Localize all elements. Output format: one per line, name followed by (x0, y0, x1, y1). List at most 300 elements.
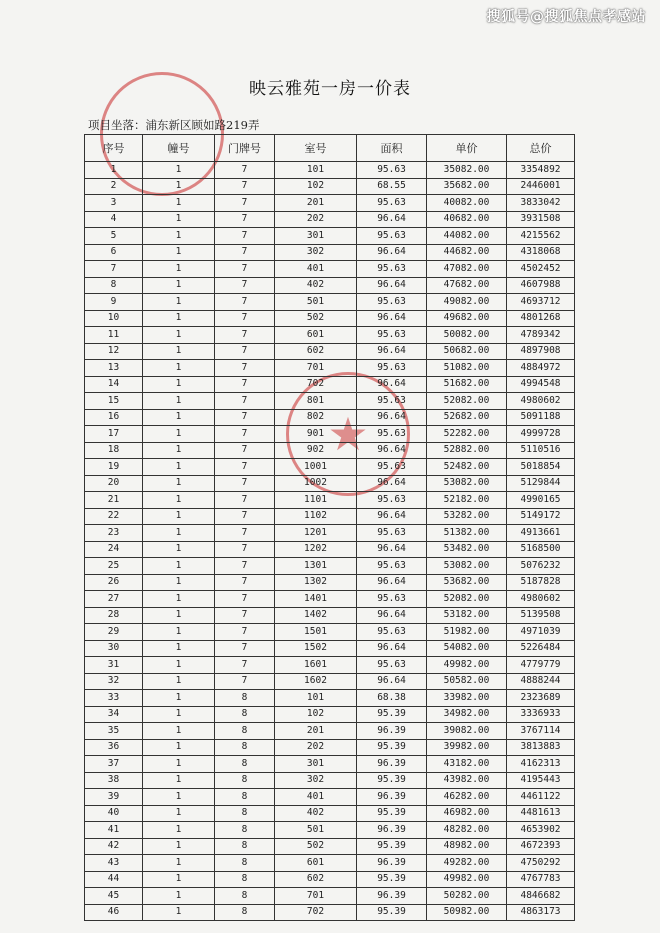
cell-room: 802 (275, 409, 357, 426)
cell-unit-price: 50682.00 (427, 343, 507, 360)
cell-building: 1 (143, 261, 215, 278)
cell-area: 95.39 (357, 805, 427, 822)
cell-area: 96.64 (357, 277, 427, 294)
cell-index: 31 (85, 657, 143, 674)
cell-area: 96.64 (357, 409, 427, 426)
cell-unit-price: 47082.00 (427, 261, 507, 278)
cell-room: 1002 (275, 475, 357, 492)
cell-building: 1 (143, 277, 215, 294)
cell-index: 30 (85, 640, 143, 657)
cell-door-number: 7 (215, 228, 275, 245)
table-row (85, 393, 575, 410)
table-row (85, 657, 575, 674)
cell-area: 68.38 (357, 690, 427, 707)
cell-area: 96.39 (357, 855, 427, 872)
cell-area: 96.64 (357, 541, 427, 558)
header-room: 室号 (275, 135, 357, 162)
cell-room: 202 (275, 739, 357, 756)
table-row (85, 261, 575, 278)
cell-room: 602 (275, 871, 357, 888)
cell-total-price: 5226484 (507, 640, 575, 657)
cell-total-price: 4461122 (507, 789, 575, 806)
cell-index: 15 (85, 393, 143, 410)
cell-door-number: 8 (215, 756, 275, 773)
cell-total-price: 4971039 (507, 624, 575, 641)
cell-total-price: 4318068 (507, 244, 575, 261)
cell-area: 96.64 (357, 376, 427, 393)
cell-room: 902 (275, 442, 357, 459)
cell-area: 96.64 (357, 211, 427, 228)
cell-room: 202 (275, 211, 357, 228)
cell-index: 10 (85, 310, 143, 327)
cell-unit-price: 44682.00 (427, 244, 507, 261)
table-row (85, 211, 575, 228)
cell-total-price: 4897908 (507, 343, 575, 360)
table-row (85, 442, 575, 459)
cell-index: 11 (85, 327, 143, 344)
cell-unit-price: 52482.00 (427, 459, 507, 476)
cell-unit-price: 35082.00 (427, 162, 507, 179)
cell-area: 95.39 (357, 772, 427, 789)
cell-building: 1 (143, 805, 215, 822)
cell-area: 95.63 (357, 591, 427, 608)
cell-total-price: 3354892 (507, 162, 575, 179)
cell-door-number: 8 (215, 690, 275, 707)
cell-total-price: 4888244 (507, 673, 575, 690)
cell-unit-price: 48282.00 (427, 822, 507, 839)
cell-building: 1 (143, 657, 215, 674)
cell-area: 95.39 (357, 706, 427, 723)
cell-total-price: 5091188 (507, 409, 575, 426)
cell-door-number: 7 (215, 624, 275, 641)
cell-room: 501 (275, 294, 357, 311)
cell-index: 24 (85, 541, 143, 558)
cell-door-number: 8 (215, 789, 275, 806)
cell-index: 3 (85, 195, 143, 212)
cell-total-price: 4502452 (507, 261, 575, 278)
table-row (85, 525, 575, 542)
cell-area: 95.63 (357, 459, 427, 476)
cell-building: 1 (143, 492, 215, 509)
cell-room: 201 (275, 723, 357, 740)
cell-room: 102 (275, 706, 357, 723)
cell-total-price: 4980602 (507, 393, 575, 410)
cell-building: 1 (143, 294, 215, 311)
cell-total-price: 4693712 (507, 294, 575, 311)
table-body (85, 162, 575, 921)
document-title: 映云雅苑一房一价表 (249, 79, 411, 99)
cell-room: 502 (275, 310, 357, 327)
cell-area: 95.63 (357, 393, 427, 410)
cell-unit-price: 46982.00 (427, 805, 507, 822)
table-row (85, 822, 575, 839)
cell-area: 96.64 (357, 508, 427, 525)
cell-area: 96.64 (357, 640, 427, 657)
cell-room: 601 (275, 855, 357, 872)
cell-area: 96.64 (357, 244, 427, 261)
table-row (85, 789, 575, 806)
cell-building: 1 (143, 558, 215, 575)
cell-room: 302 (275, 244, 357, 261)
cell-area: 95.63 (357, 327, 427, 344)
cell-room: 201 (275, 195, 357, 212)
cell-door-number: 7 (215, 607, 275, 624)
cell-index: 13 (85, 360, 143, 377)
table-row (85, 558, 575, 575)
table-row (85, 723, 575, 740)
cell-area: 96.64 (357, 673, 427, 690)
cell-unit-price: 52082.00 (427, 591, 507, 608)
cell-unit-price: 53682.00 (427, 574, 507, 591)
cell-room: 301 (275, 228, 357, 245)
cell-total-price: 4195443 (507, 772, 575, 789)
cell-room: 1202 (275, 541, 357, 558)
cell-index: 21 (85, 492, 143, 509)
cell-index: 5 (85, 228, 143, 245)
table-row (85, 459, 575, 476)
cell-index: 29 (85, 624, 143, 641)
seal-star-icon: ★ (327, 407, 369, 461)
cell-building: 1 (143, 475, 215, 492)
cell-total-price: 4162313 (507, 756, 575, 773)
cell-unit-price: 49282.00 (427, 855, 507, 872)
cell-total-price: 4215562 (507, 228, 575, 245)
cell-door-number: 7 (215, 294, 275, 311)
cell-total-price: 3336933 (507, 706, 575, 723)
cell-total-price: 2323689 (507, 690, 575, 707)
cell-index: 16 (85, 409, 143, 426)
table-row (85, 772, 575, 789)
cell-index: 40 (85, 805, 143, 822)
cell-room: 502 (275, 838, 357, 855)
cell-index: 44 (85, 871, 143, 888)
cell-room: 302 (275, 772, 357, 789)
table-row (85, 475, 575, 492)
cell-unit-price: 49082.00 (427, 294, 507, 311)
cell-unit-price: 50082.00 (427, 327, 507, 344)
cell-door-number: 7 (215, 508, 275, 525)
cell-building: 1 (143, 673, 215, 690)
cell-index: 37 (85, 756, 143, 773)
cell-building: 1 (143, 739, 215, 756)
cell-door-number: 7 (215, 327, 275, 344)
cell-building: 1 (143, 574, 215, 591)
cell-index: 1 (85, 162, 143, 179)
cell-total-price: 4789342 (507, 327, 575, 344)
cell-room: 901 (275, 426, 357, 443)
table-row (85, 409, 575, 426)
table-header-row (85, 135, 575, 162)
cell-door-number: 7 (215, 343, 275, 360)
cell-door-number: 7 (215, 657, 275, 674)
cell-unit-price: 53082.00 (427, 558, 507, 575)
cell-area: 95.63 (357, 525, 427, 542)
cell-room: 1001 (275, 459, 357, 476)
cell-index: 27 (85, 591, 143, 608)
cell-door-number: 8 (215, 838, 275, 855)
cell-door-number: 7 (215, 211, 275, 228)
header-total-price: 总价 (507, 135, 575, 162)
cell-room: 702 (275, 904, 357, 921)
cell-door-number: 7 (215, 178, 275, 195)
cell-area: 95.39 (357, 904, 427, 921)
cell-total-price: 4607988 (507, 277, 575, 294)
cell-building: 1 (143, 376, 215, 393)
cell-unit-price: 35682.00 (427, 178, 507, 195)
cell-index: 33 (85, 690, 143, 707)
cell-total-price: 5110516 (507, 442, 575, 459)
cell-building: 1 (143, 690, 215, 707)
cell-area: 96.39 (357, 723, 427, 740)
cell-door-number: 7 (215, 475, 275, 492)
cell-building: 1 (143, 360, 215, 377)
cell-room: 1502 (275, 640, 357, 657)
cell-building: 1 (143, 343, 215, 360)
cell-area: 96.39 (357, 789, 427, 806)
cell-area: 96.64 (357, 574, 427, 591)
cell-unit-price: 53482.00 (427, 541, 507, 558)
cell-total-price: 4750292 (507, 855, 575, 872)
cell-area: 95.39 (357, 739, 427, 756)
cell-total-price: 4863173 (507, 904, 575, 921)
cell-total-price: 4672393 (507, 838, 575, 855)
cell-unit-price: 52082.00 (427, 393, 507, 410)
table-row (85, 871, 575, 888)
cell-area: 95.63 (357, 195, 427, 212)
cell-unit-price: 50582.00 (427, 673, 507, 690)
cell-index: 23 (85, 525, 143, 542)
table-row (85, 376, 575, 393)
table-row (85, 888, 575, 905)
cell-unit-price: 52282.00 (427, 426, 507, 443)
table-row (85, 541, 575, 558)
cell-area: 95.63 (357, 360, 427, 377)
header-door-number: 门牌号 (215, 135, 275, 162)
cell-index: 7 (85, 261, 143, 278)
cell-building: 1 (143, 244, 215, 261)
cell-index: 46 (85, 904, 143, 921)
cell-room: 401 (275, 789, 357, 806)
cell-index: 35 (85, 723, 143, 740)
cell-door-number: 8 (215, 723, 275, 740)
cell-total-price: 4779779 (507, 657, 575, 674)
cell-building: 1 (143, 426, 215, 443)
cell-unit-price: 48982.00 (427, 838, 507, 855)
table-row (85, 855, 575, 872)
cell-total-price: 5187828 (507, 574, 575, 591)
cell-total-price: 4980602 (507, 591, 575, 608)
cell-total-price: 4913661 (507, 525, 575, 542)
cell-area: 95.63 (357, 657, 427, 674)
cell-unit-price: 49982.00 (427, 657, 507, 674)
cell-total-price: 4994548 (507, 376, 575, 393)
cell-room: 701 (275, 360, 357, 377)
cell-door-number: 8 (215, 772, 275, 789)
cell-area: 95.63 (357, 558, 427, 575)
table-row (85, 228, 575, 245)
table-row (85, 492, 575, 509)
cell-total-price: 5018854 (507, 459, 575, 476)
cell-door-number: 8 (215, 888, 275, 905)
cell-area: 95.63 (357, 162, 427, 179)
cell-unit-price: 52882.00 (427, 442, 507, 459)
cell-room: 101 (275, 162, 357, 179)
cell-total-price: 3833042 (507, 195, 575, 212)
cell-room: 1302 (275, 574, 357, 591)
cell-area: 96.64 (357, 343, 427, 360)
cell-total-price: 2446001 (507, 178, 575, 195)
cell-door-number: 7 (215, 541, 275, 558)
cell-door-number: 7 (215, 409, 275, 426)
cell-index: 41 (85, 822, 143, 839)
cell-area: 95.39 (357, 838, 427, 855)
cell-unit-price: 51382.00 (427, 525, 507, 542)
cell-room: 402 (275, 277, 357, 294)
cell-room: 1301 (275, 558, 357, 575)
cell-room: 402 (275, 805, 357, 822)
cell-room: 1101 (275, 492, 357, 509)
cell-room: 1602 (275, 673, 357, 690)
cell-door-number: 7 (215, 261, 275, 278)
cell-total-price: 5129844 (507, 475, 575, 492)
table-row (85, 607, 575, 624)
cell-index: 18 (85, 442, 143, 459)
cell-total-price: 4801268 (507, 310, 575, 327)
cell-building: 1 (143, 525, 215, 542)
table-row (85, 244, 575, 261)
cell-building: 1 (143, 178, 215, 195)
cell-index: 39 (85, 789, 143, 806)
cell-unit-price: 33982.00 (427, 690, 507, 707)
table-row (85, 673, 575, 690)
cell-area: 68.55 (357, 178, 427, 195)
cell-room: 1501 (275, 624, 357, 641)
cell-building: 1 (143, 310, 215, 327)
cell-area: 95.63 (357, 261, 427, 278)
cell-index: 14 (85, 376, 143, 393)
cell-index: 2 (85, 178, 143, 195)
cell-building: 1 (143, 888, 215, 905)
table-row (85, 838, 575, 855)
cell-unit-price: 43982.00 (427, 772, 507, 789)
cell-unit-price: 40082.00 (427, 195, 507, 212)
cell-building: 1 (143, 195, 215, 212)
cell-unit-price: 51682.00 (427, 376, 507, 393)
cell-total-price: 3931508 (507, 211, 575, 228)
cell-door-number: 8 (215, 904, 275, 921)
cell-room: 102 (275, 178, 357, 195)
cell-building: 1 (143, 822, 215, 839)
cell-unit-price: 54082.00 (427, 640, 507, 657)
cell-unit-price: 52682.00 (427, 409, 507, 426)
cell-index: 6 (85, 244, 143, 261)
cell-building: 1 (143, 871, 215, 888)
cell-unit-price: 40682.00 (427, 211, 507, 228)
cell-room: 1102 (275, 508, 357, 525)
table-row (85, 426, 575, 443)
cell-area: 95.39 (357, 871, 427, 888)
price-table (84, 134, 575, 921)
table-row (85, 624, 575, 641)
cell-door-number: 7 (215, 376, 275, 393)
table-row (85, 294, 575, 311)
cell-total-price: 5139508 (507, 607, 575, 624)
header-unit-price: 单价 (427, 135, 507, 162)
cell-index: 26 (85, 574, 143, 591)
cell-building: 1 (143, 855, 215, 872)
cell-index: 22 (85, 508, 143, 525)
cell-door-number: 7 (215, 459, 275, 476)
cell-unit-price: 51982.00 (427, 624, 507, 641)
cell-building: 1 (143, 706, 215, 723)
cell-index: 38 (85, 772, 143, 789)
cell-room: 801 (275, 393, 357, 410)
cell-building: 1 (143, 162, 215, 179)
cell-room: 501 (275, 822, 357, 839)
cell-total-price: 4846682 (507, 888, 575, 905)
table-row (85, 706, 575, 723)
watermark-text: 搜狐号@搜狐焦点孝感站 (486, 9, 646, 25)
cell-area: 96.64 (357, 310, 427, 327)
table-row (85, 756, 575, 773)
cell-total-price: 4481613 (507, 805, 575, 822)
cell-area: 96.39 (357, 822, 427, 839)
cell-unit-price: 53082.00 (427, 475, 507, 492)
cell-total-price: 3813883 (507, 739, 575, 756)
cell-area: 96.64 (357, 442, 427, 459)
cell-door-number: 7 (215, 162, 275, 179)
cell-area: 96.39 (357, 756, 427, 773)
table-row (85, 904, 575, 921)
cell-door-number: 8 (215, 706, 275, 723)
cell-unit-price: 52182.00 (427, 492, 507, 509)
cell-building: 1 (143, 459, 215, 476)
cell-index: 8 (85, 277, 143, 294)
cell-door-number: 8 (215, 871, 275, 888)
cell-index: 42 (85, 838, 143, 855)
cell-index: 4 (85, 211, 143, 228)
cell-door-number: 8 (215, 739, 275, 756)
cell-unit-price: 43182.00 (427, 756, 507, 773)
cell-building: 1 (143, 409, 215, 426)
cell-building: 1 (143, 838, 215, 855)
cell-area: 96.39 (357, 888, 427, 905)
cell-room: 602 (275, 343, 357, 360)
cell-door-number: 7 (215, 525, 275, 542)
cell-total-price: 4990165 (507, 492, 575, 509)
header-building: 幢号 (143, 135, 215, 162)
cell-area: 95.63 (357, 624, 427, 641)
cell-door-number: 7 (215, 277, 275, 294)
cell-building: 1 (143, 327, 215, 344)
cell-door-number: 7 (215, 591, 275, 608)
cell-index: 32 (85, 673, 143, 690)
cell-door-number: 7 (215, 640, 275, 657)
cell-building: 1 (143, 772, 215, 789)
table-row (85, 360, 575, 377)
cell-room: 701 (275, 888, 357, 905)
header-index: 序号 (85, 135, 143, 162)
cell-total-price: 5149172 (507, 508, 575, 525)
cell-building: 1 (143, 607, 215, 624)
table-row (85, 327, 575, 344)
table-row (85, 574, 575, 591)
cell-index: 45 (85, 888, 143, 905)
table-row (85, 690, 575, 707)
cell-door-number: 7 (215, 195, 275, 212)
cell-room: 601 (275, 327, 357, 344)
cell-building: 1 (143, 624, 215, 641)
